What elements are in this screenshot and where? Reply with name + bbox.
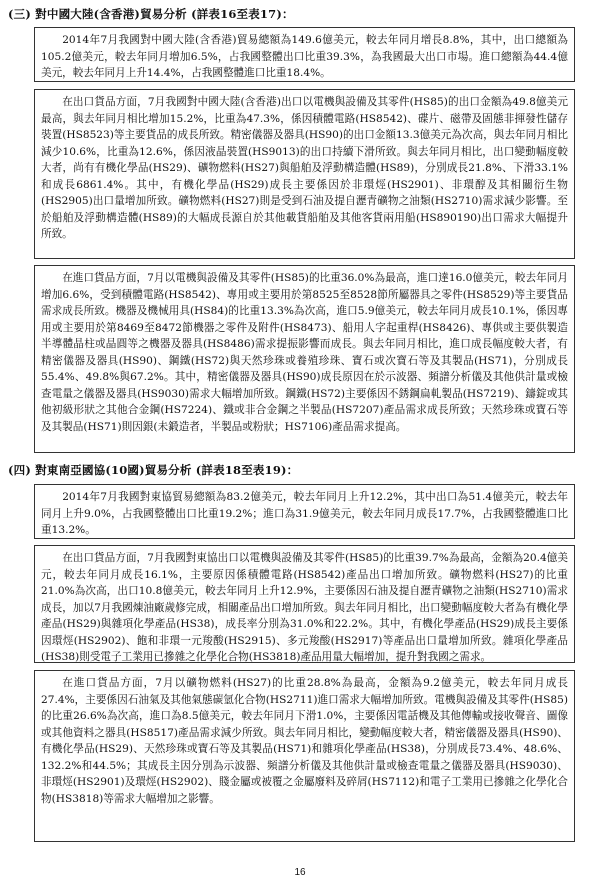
section-4-heading: (四) 對東南亞國協(10國)貿易分析 (詳表18至表19)： — [8, 463, 299, 477]
section-3-paragraph-3: 在進口貨品方面，7月以電機與設備及其零件(HS85)的比重36.0%為最高，進口達16.0億美元，較去年同月增加6.6%，受到積體電路(HS8542)、專用或主要用於第8525至8528節所屬器具之零件(HS8529)等主要貨品需求成長所致。機器及機械用具(HS84)的比重13.3%為次高，進口5.9億美元，較去年同月成長10.1%，係因專用或主要用於第8469至8472節機器之零件及附件(HS8473)、船用人字起重桿(HS8426)、專供或主要供製造半導體晶柱或晶圓等之機器及器具(HS8486)需求提振影響而成長。與去年同月相比，進口成長幅度較大者，有精密儀器及器具(HS90)、鋼鐵(HS72)與天然珍珠或養殖珍珠、寶石或次寶石等及其製品(HS71)，分別成長55.4%、49.8%與67.2%。其中，精密儀器及器具(HS90)成長原因在於示波器、頻譜分析儀及其他供計量或檢查電量之儀器及器具(HS9030)需求大幅增加所致。鋼鐵(HS72)主要係因不銹鋼扁軋製品(HS7219)、鑄錠或其他初級形狀之其他合金鋼(HS7224)、鐵或非合金鋼之半製品(HS7207)產品需求成長所致；天然珍珠或寶石等及其製品(HS71)則因銀(未鍛造者，半製品或粉狀；HS7106)產品需求提高。 — [34, 265, 575, 453]
section-3-paragraph-2: 在出口貨品方面，7月我國對中國大陸(含香港)出口以電機與設備及其零件(HS85)的出口金額為49.8億美元最高，與去年同月相比增加15.2%，比重為47.3%，係因積體電路(HS8542)、碟片、磁帶及固態非揮發性儲存裝置(HS8523)等主要貨品的成長所致。精密儀器及器具(HS90)的出口金額13.3億美元為次高，與去年同月相比減少10.6%，比重為12.6%，係因液晶裝置(HS9013)的出口持續下滑所致。與去年同月相比，出口變動幅度較大者，尚有有機化學品(HS29)、礦物燃料(HS27)與船舶及浮動構造體(HS89)，分別成長21.8%、下滑33.1%和成長6861.4%。其中，有機化學品(HS29)成長主要係因於非環烴(HS2901)、非環醇及其相關衍生物(HS2905)出口量增加所致。礦物燃料(HS27)則是受到石油及提自瀝青礦物之油類(HS2710)需求減少影響。至於船舶及浮動構造體(HS89)的大幅成長源自於其他載貨船舶及其他客貨兩用船(HS890190)出口需求大幅提升所致。 — [34, 89, 575, 259]
section-3-heading: (三) 對中國大陸(含香港)貿易分析 (詳表16至表17)： — [8, 7, 294, 21]
page-number: 16 — [294, 867, 306, 878]
section-3-paragraph-1: 2014年7月我國對中國大陸(含香港)貿易總額為149.6億美元，較去年同月增長8.8%，其中，出口總額為105.2億美元，較去年同月增加6.5%，占我國整體出口比重39.3%，為我國最大出口市場。進口總額為44.4億美元，較去年同月上升14.4%，占我國整體進口比重18.4%。 — [34, 27, 575, 82]
section-4-paragraph-3: 在進口貨品方面，7月以礦物燃料(HS27)的比重28.8%為最高，金額為9.2億美元，較去年同月成長27.4%，主要係因石油氣及其他氣態碳氫化合物(HS2711)進口需求大幅增加所致。電機與設備及其零件(HS85)的比重26.6%為次高，進口為8.5億美元，較去年同月下滑1.0%，主要係因電話機及其他傳輸或接收聲音、圖像或其他資料之器具(HS8517)產品需求減少所致。與去年同月相比，變動幅度較大者，精密儀器及器具(HS90)、有機化學品(HS29)、天然珍珠或寶石等及其製品(HS71)和雜項化學產品(HS38)，分別成長73.4%、48.6%、132.2%和44.5%；其成長主因分別為示波器、頻譜分析儀及其他供計量或檢查電量之儀器及器具(HS9030)、非環烴(HS2901)及環烴(HS2902)、賤金屬或被覆之金屬廢料及碎屑(HS7112)和電子工業用已摻雜之化學化合物(HS3818)等需求大幅增加之影響。 — [34, 670, 575, 842]
section-4-paragraph-1: 2014年7月我國對東協貿易總額為83.2億美元，較去年同月上升12.2%，其中出口為51.4億美元，較去年同月上升9.0%，占我國整體出口比重19.2%；進口為31.9億美元，較去年同月成長17.7%，占我國整體進口比重13.2%。 — [34, 484, 575, 539]
section-4-paragraph-2: 在出口貨品方面，7月我國對東協出口以電機與設備及其零件(HS85)的比重39.7%為最高，金額為20.4億美元，較去年同月成長16.1%，主要原因係積體電路(HS8542)產品出口增加所致。礦物燃料(HS27)的比重21.0%為次高，出口10.8億美元，較去年同月上升12.9%，主要係因石油及提自瀝青礦物之油類(HS2710)需求成長，加以7月我國煉油廠歲修完成，相關產品出口增加所致。與去年同月相比，出口變動幅度較大者為有機化學產品(HS29)與雜項化學產品(HS38)，成長率分別為31.0%和22.2%。其中，有機化學產品(HS29)成長主要係因環烴(HS2902)、飽和非環一元羧酸(HS2915)、多元羧酸(HS2917)等產品出口量增加所致。雜項化學產品(HS38)則受電子工業用已摻雜之化學化合物(HS3818)產品用量大幅增加，提升對我國之需求。 — [34, 545, 575, 663]
